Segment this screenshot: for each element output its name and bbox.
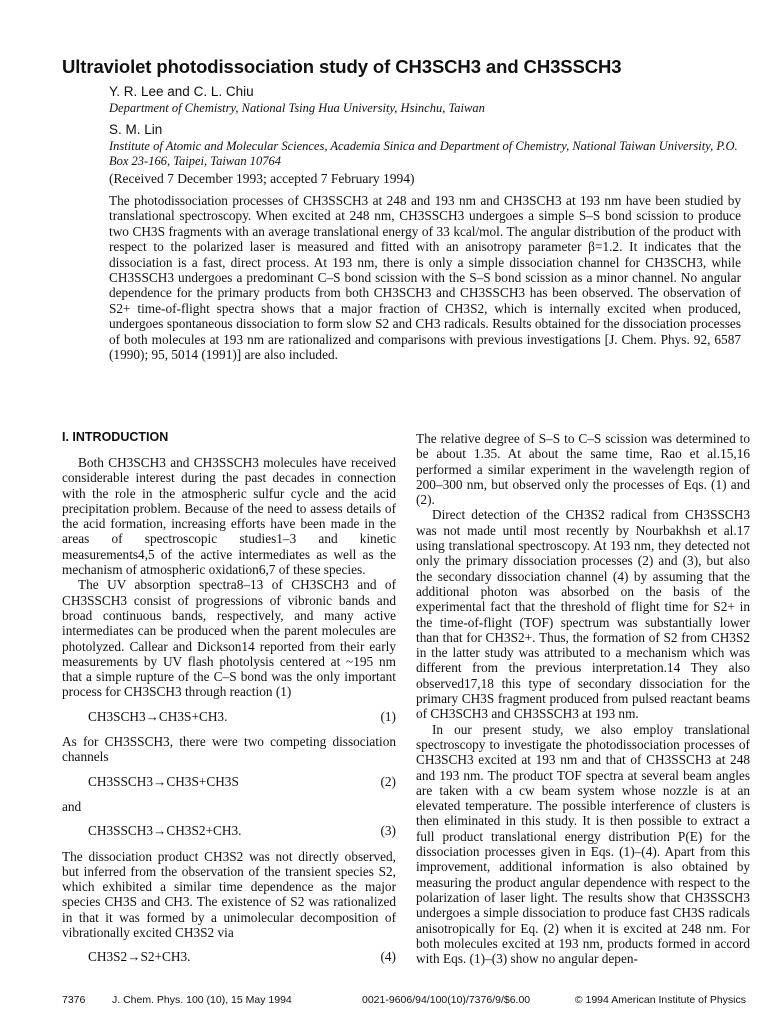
abstract: The photodissociation processes of CH3SSCH3 at 248 and 193 nm and CH3SCH3 at 193 nm have been studied by translational spectroscopy. When excited at 248 nm, CH3SSCH3 undergoes a simple S–S bond scission to produce two CH3S fragments with an average translational energy of 33 kcal/mol. The angular distribution of the product with respect to the polarized laser is measured and fitted with an anisotropy parameter β=1.2. It indicates that the dissociation is a fast, direct process. At 193 nm, there is only a simple dissociation channel for CH3SCH3, while CH3SSCH3 undergoes a predominant C–S bond scission with the S–S bond scission as a minor channel. No angular dependence for the primary products from both CH3SCH3 and CH3SSCH3 has been observed. The observation of S2+ time-of-flight spectra shows that a major fraction of CH3S2, which is internally excited when produced, undergoes spontaneous dissociation to form slow S2 and CH3 radicals. Results obtained for the dissociation processes of both molecules at 193 nm are rationalized and comparisons with previous investigations [J. Chem. Phys. 92, 6587 (1990); 95, 5014 (1991)] are also included.: [109, 193, 741, 363]
equation-1-number: (1): [380, 708, 396, 724]
and-connector: and: [62, 798, 82, 814]
page-number: 7376: [62, 994, 86, 1006]
equation-3: [62, 823, 396, 838]
section-heading: I. INTRODUCTION: [62, 430, 169, 444]
intro-paragraph-5: The relative degree of S–S to C–S scission was determined to be about 1.35. At about the same time, Rao et al.15,16 performed a similar experiment in the wavelength region of 200–300 nm, but observed only the processes of Eqs. (1) and (2).: [416, 431, 750, 508]
left-column: [62, 430, 396, 975]
intro-paragraph-4: The dissociation product CH3S2 was not directly observed, but inferred from the observation of the transient species S2, which exhibited a similar time dependence as the major species CH3S and CH3. The existence of S2 was rationalized in that it was formed by a unimolecular decomposition of vibrationally excited CH3S2 via: [62, 848, 396, 941]
intro-paragraph-7: In our present study, we also employ translational spectroscopy to investigate the photodissociation processes of CH3SCH3 excited at 193 nm and that of CH3SSCH3 at 248 and 193 nm. The product TOF spectra at several beam angles are taken with a cw beam system whose nozzle is at an elevated temperature. The possible interference of clusters is then eliminated in this study. It is then possible to extract a full product translational energy distribution P(E) for the dissociation processes given in Eqs. (1)–(4). Apart from this improvement, additional information is also obtained by measuring the product angular dependence with respect to the polarization of laser light. The results show that CH3SSCH3 undergoes a simple dissociation to produce fast CH3S radicals anisotropically for Eq. (2) when it is excited at 248 nm. For both molecules excited at 193 nm, products formed in accord with Eqs. (1)–(3) show no angular depen-: [416, 721, 750, 967]
page-footer: [62, 994, 746, 1010]
intro-paragraph-6: Direct detection of the CH3S2 radical from CH3SSCH3 was not made until most recently by Nourbakhsh et al.17 using translational spectroscopy. At 193 nm, they detected not only the primary dissociation processes (2) and (3), but also the secondary dissociation channel (4) by assuming that the additional photon was absorbed on the basis of the experimental fact that the threshold of flight time for S2+ in the time-of-flight (TOF) spectrum was substantially lower than that for CH3S2+. Thus, the formation of S2 from CH3S2 in the latter study was attributed to a mechanism which was different from the previous interpretation.14 They also observed17,18 this type of secondary dissociation for the primary CH3S fragment produced from pulsed reactant beams of CH3SCH3 and CH3SSCH3 at 193 nm.: [416, 507, 750, 722]
equation-4-number: (4): [380, 949, 396, 965]
affiliation-secondary: Institute of Atomic and Molecular Sciences, Academia Sinica and Department of Chemistry, National Taiwan University, P.O. Box 23-166, Taipei, Taiwan 10764: [109, 139, 738, 168]
equation-3-body: CH3SSCH3→CH3S2+CH3.: [88, 823, 242, 839]
equation-4: [62, 949, 396, 964]
affiliation-primary: Department of Chemistry, National Tsing Hua University, Hsinchu, Taiwan: [109, 101, 485, 115]
equation-2-number: (2): [380, 773, 396, 789]
intro-paragraph-1: Both CH3SCH3 and CH3SSCH3 molecules have received considerable interest during the past decades in connection with the role in the atmospheric sulfur cycle and the acid precipitation problem. Because of the need to assess details of the acid formation, increasing efforts have been made in the areas of spectroscopic studies1–3 and kinetic measurements4,5 of the active intermediates as well as the mechanism of atmospheric oxidation6,7 of these species.: [62, 455, 396, 578]
equation-1: [62, 709, 396, 724]
right-column: [416, 431, 750, 966]
intro-paragraph-3: As for CH3SSCH3, there were two competing dissociation channels: [62, 734, 396, 765]
equation-1-body: CH3SCH3→CH3S+CH3.: [88, 708, 228, 724]
article-title: Ultraviolet photodissociation study of CH3SCH3 and CH3SSCH3: [62, 56, 622, 77]
issn-code: 0021-9606/94/100(10)/7376/9/$6.00: [362, 994, 531, 1006]
journal-citation: J. Chem. Phys. 100 (10), 15 May 1994: [112, 994, 292, 1006]
copyright-notice: © 1994 American Institute of Physics: [574, 994, 746, 1006]
equation-2: [62, 774, 396, 789]
equation-4-body: CH3S2→S2+CH3.: [88, 949, 191, 965]
authors-primary: Y. R. Lee and C. L. Chiu: [109, 84, 254, 99]
intro-paragraph-2: The UV absorption spectra8–13 of CH3SCH3 and of CH3SSCH3 consist of progressions of vibronic bands and broad continuous bands, respectively, and many active intermediates can be produced when the parent molecules are photolyzed. Callear and Dickson14 reported from their early measurements by UV flash photolysis centered at ~195 nm that a simple rupture of the C–S bond was the only important process for CH3SCH3 through reaction (1): [62, 577, 396, 700]
equation-3-number: (3): [380, 823, 396, 839]
equation-2-body: CH3SSCH3→CH3S+CH3S: [88, 773, 239, 789]
received-dates: (Received 7 December 1993; accepted 7 February 1994): [109, 171, 415, 186]
authors-secondary: S. M. Lin: [109, 122, 163, 137]
